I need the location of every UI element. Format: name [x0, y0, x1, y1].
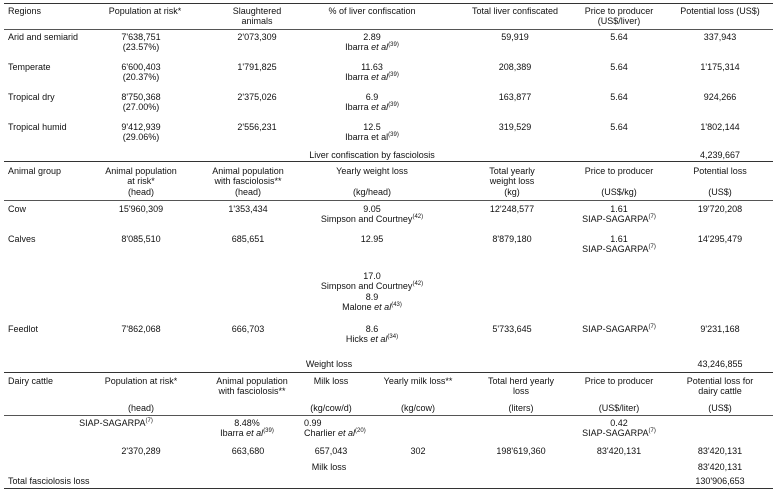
header-with-fasciolosis-2: with fasciolosis** — [218, 386, 286, 396]
header-regions: Regions — [8, 6, 42, 16]
slaughtered-value: 2'375,026 — [237, 92, 277, 102]
yearly-weight-loss-value: 8.9 — [365, 292, 379, 302]
population-value: 6'600,403 — [121, 62, 161, 72]
weight-loss-summary-value: 43,246,855 — [697, 359, 743, 369]
header-total-yearly-1: Total yearly — [489, 166, 535, 176]
population-value: 8'750,368 — [121, 92, 161, 102]
header-potential-loss: Potential loss — [693, 166, 747, 176]
header-rule — [4, 29, 773, 30]
population-percent: (27.00%) — [122, 102, 160, 112]
header-rule — [4, 200, 773, 201]
header-price-producer: Price to producer — [584, 376, 654, 386]
header-total-yearly-2: weight loss — [489, 176, 535, 186]
unit-head: (head) — [127, 403, 155, 413]
price-value: 5.64 — [610, 122, 628, 132]
total-herd-loss-value: 198'619,360 — [496, 446, 546, 456]
yearly-milk-loss-value: 302 — [410, 446, 426, 456]
region-name: Arid and semiarid — [8, 32, 79, 42]
price-value: 5.64 — [610, 92, 628, 102]
reference-citation: Ibarra et $al^{(39)}$ — [345, 72, 399, 82]
potential-loss-value: 1'175,314 — [700, 62, 740, 72]
header-yearly-milk-loss: Yearly milk loss** — [383, 376, 453, 386]
unit-liters: (liters) — [508, 403, 534, 413]
header-potential-loss-dairy-1: Potential loss for — [686, 376, 754, 386]
header-animal-population-2: at risk* — [127, 176, 155, 186]
milk-loss-summary-value: 83'420,131 — [697, 462, 743, 472]
header-potential-loss: Potential loss (US$) — [680, 6, 760, 16]
total-fasciolosis-loss-value: 130'906,653 — [695, 476, 745, 486]
header-total-herd-2: loss — [512, 386, 530, 396]
milk-loss-value: 657,043 — [314, 446, 348, 456]
yearly-weight-loss-value: 12.95 — [360, 234, 384, 244]
total-liver-value: 163,877 — [498, 92, 532, 102]
header-liver-confiscation-pct: % of liver confiscation — [328, 6, 416, 16]
total-liver-value: 59,919 — [501, 32, 529, 42]
liver-pct-value: 2.89 — [363, 32, 381, 42]
animal-group-name: Cow — [8, 204, 27, 214]
potential-loss-value: 19'720,208 — [697, 204, 743, 214]
reference-citation: SIAP-SAGARPA$^{(7)}$ — [79, 418, 153, 428]
yearly-weight-loss-value: 9.05 — [363, 204, 381, 214]
fasciolosis-percent: 8.48% — [234, 418, 260, 428]
animal-group-name: Calves — [8, 234, 36, 244]
unit-head: (head) — [234, 187, 262, 197]
dairy-price-value: 83'420,131 — [596, 446, 642, 456]
fasciolosis-population-value: 666,703 — [231, 324, 265, 334]
header-price-unit: (US$/liver) — [597, 16, 641, 26]
header-population-at-risk: Population at risk* — [108, 6, 182, 16]
header-milk-loss: Milk loss — [313, 376, 349, 386]
reference-citation: SIAP-SAGARPA$^{(7)}$ — [582, 214, 656, 224]
header-yearly-weight-loss: Yearly weight loss — [336, 166, 408, 176]
population-value: 9'412,939 — [121, 122, 161, 132]
header-potential-loss-dairy-2: dairy cattle — [698, 386, 742, 396]
header-total-liver: Total liver confiscated — [471, 6, 559, 16]
animal-group-name: Feedlot — [8, 324, 39, 334]
price-value: 5.64 — [610, 62, 628, 72]
header-price-producer: Price to producer — [584, 6, 654, 16]
unit-usd: (US$) — [708, 403, 732, 413]
potential-loss-value: 14'295,479 — [697, 234, 743, 244]
region-name: Tropical dry — [8, 92, 55, 102]
header-animal-group: Animal group — [8, 166, 62, 176]
unit-kg-cow: (kg/cow) — [400, 403, 436, 413]
population-percent: (20.37%) — [122, 72, 160, 82]
header-population-at-risk: Population at risk* — [104, 376, 178, 386]
region-name: Temperate — [8, 62, 51, 72]
header-with-fasciolosis-2: with fasciolosis** — [214, 176, 282, 186]
population-value: 7'638,751 — [121, 32, 161, 42]
reference-citation: Simpson and Courtney$^{(42)}$ — [320, 281, 424, 291]
animal-population-value: 15'960,309 — [118, 204, 164, 214]
region-name: Tropical humid — [8, 122, 67, 132]
milk-loss-summary-label: Milk loss — [311, 462, 347, 472]
yearly-weight-loss-value: 17.0 — [363, 271, 381, 281]
reference-citation: Ibarra et $al^{(39)}$ — [345, 102, 399, 112]
header-animal-population-1: Animal population — [105, 166, 177, 176]
unit-usd-kg: (US$/kg) — [601, 187, 637, 197]
liver-pct-value: 12.5 — [363, 122, 381, 132]
unit-kg: (kg) — [504, 187, 520, 197]
slaughtered-value: 2'073,309 — [237, 32, 277, 42]
reference-citation: Charlier et $al^{(20)}$ — [304, 428, 366, 438]
reference-citation: Ibarra et $al^{(39)}$ — [345, 132, 399, 142]
potential-loss-value: 9'231,168 — [700, 324, 740, 334]
total-fasciolosis-loss-label: Total fasciolosis loss — [8, 476, 90, 486]
unit-usd: (US$) — [708, 187, 732, 197]
section-rule — [4, 372, 773, 373]
population-percent: (29.06%) — [122, 132, 160, 142]
fasciolosis-population-value: 1'353,434 — [228, 204, 268, 214]
header-price-producer: Price to producer — [584, 166, 654, 176]
price-value: 1.61 — [610, 204, 628, 214]
potential-loss-value: 1'802,144 — [700, 122, 740, 132]
reference-citation: SIAP-SAGARPA$^{(7)}$ — [582, 324, 656, 334]
fasciolosis-population-value: 685,651 — [231, 234, 265, 244]
liver-pct-value: 6.9 — [365, 92, 379, 102]
potential-loss-value: 924,266 — [703, 92, 737, 102]
table-top-rule — [4, 3, 773, 4]
price-value: 1.61 — [610, 234, 628, 244]
dairy-potential-loss-value: 83'420,131 — [697, 446, 743, 456]
price-value: 5.64 — [610, 32, 628, 42]
potential-loss-value: 337,943 — [703, 32, 737, 42]
reference-citation: SIAP-SAGARPA$^{(7)}$ — [582, 244, 656, 254]
header-with-fasciolosis-1: Animal population — [212, 166, 284, 176]
dairy-fasciolosis-value: 663,680 — [231, 446, 265, 456]
total-liver-value: 208,389 — [498, 62, 532, 72]
section-rule — [4, 161, 773, 162]
total-weight-loss-value: 8'879,180 — [492, 234, 532, 244]
total-weight-loss-value: 5'733,645 — [492, 324, 532, 334]
unit-head: (head) — [127, 187, 155, 197]
yearly-weight-loss-value: 8.6 — [365, 324, 379, 334]
header-slaughtered-2: animals — [241, 16, 273, 26]
unit-usd-liter: (US$/liter) — [598, 403, 640, 413]
header-slaughtered-1: Slaughtered — [232, 6, 282, 16]
liver-pct-value: 11.63 — [361, 62, 383, 72]
table-bottom-rule — [4, 488, 773, 489]
header-with-fasciolosis-1: Animal population — [216, 376, 288, 386]
reference-citation: Hicks et $al^{(34)}$ — [345, 334, 399, 344]
total-liver-value: 319,529 — [498, 122, 532, 132]
reference-citation: Malone et $al^{(43)}$ — [342, 302, 402, 312]
header-dairy-cattle: Dairy cattle — [8, 376, 54, 386]
header-total-herd-1: Total herd yearly — [487, 376, 555, 386]
reference-citation: Ibarra et $al^{(39)}$ — [220, 428, 274, 438]
reference-citation: SIAP-SAGARPA$^{(7)}$ — [582, 428, 656, 438]
milk-price-value: 0.42 — [610, 418, 628, 428]
slaughtered-value: 1'791,825 — [237, 62, 277, 72]
dairy-population-value: 2'370,289 — [121, 446, 161, 456]
reference-citation: Simpson and Courtney$^{(42)}$ — [320, 214, 424, 224]
total-weight-loss-value: 12'248,577 — [489, 204, 535, 214]
unit-kg-cow-day: (kg/cow/d) — [310, 403, 352, 413]
animal-population-value: 7'862,068 — [121, 324, 161, 334]
unit-kg-head: (kg/head) — [352, 187, 392, 197]
header-rule — [4, 415, 773, 416]
milk-loss-rate: 0.99 — [304, 418, 322, 428]
reference-citation: Ibarra et $al^{(39)}$ — [345, 42, 399, 52]
liver-confiscation-summary-value: 4,239,667 — [699, 150, 741, 160]
slaughtered-value: 2'556,231 — [237, 122, 277, 132]
liver-confiscation-summary-label: Liver confiscation by fasciolosis — [309, 150, 435, 160]
animal-population-value: 8'085,510 — [121, 234, 161, 244]
weight-loss-summary-label: Weight loss — [305, 359, 353, 369]
population-percent: (23.57%) — [122, 42, 160, 52]
